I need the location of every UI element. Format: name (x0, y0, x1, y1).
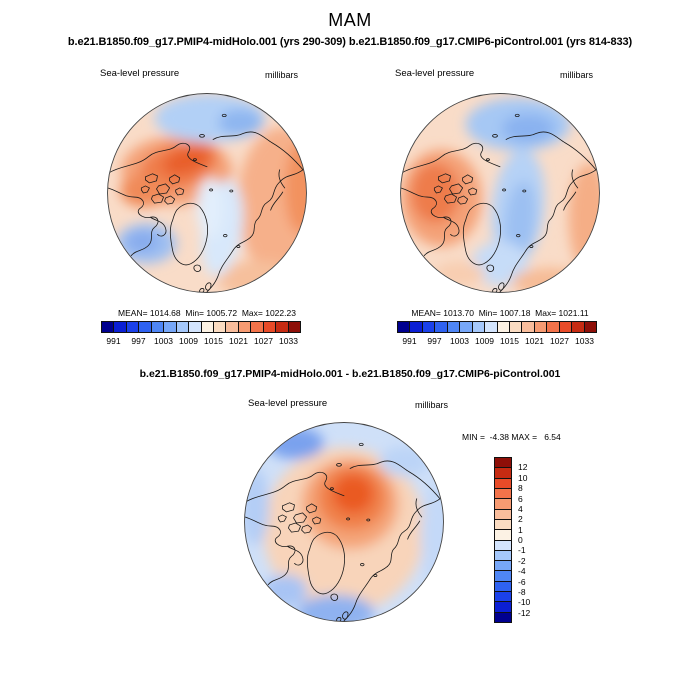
colorbar-cell (495, 529, 511, 539)
field-label-picontrol: Sea-level pressure (395, 68, 475, 79)
diff-title: b.e21.B1850.f09_g17.PMIP4-midHolo.001 - b.e21.B1850.f09_g17.CMIP6-piControl.001 (139, 368, 561, 380)
colorbar-tick-label: -10 (518, 597, 531, 608)
colorbar-cell (263, 322, 275, 332)
colorbar-cell (188, 322, 200, 332)
colorbar-cell (151, 322, 163, 332)
colorbar-tick-label: -2 (518, 555, 526, 566)
colorbar-cell (495, 612, 511, 622)
colorbar-tick-label: 4 (518, 503, 523, 514)
colorbar-tick-label: 1015 (500, 336, 519, 346)
colorbar-cell (495, 467, 511, 477)
colorbar-cell (495, 591, 511, 601)
colorbar-cell (546, 322, 558, 332)
stats-midholo: MEAN= 1014.68 Min= 1005.72 Max= 1022.23 (118, 308, 296, 318)
colorbar-diff (494, 457, 512, 623)
colorbar-tick-label: -1 (518, 545, 526, 556)
colorbar-cell (459, 322, 471, 332)
colorbar-cell (495, 601, 511, 611)
colorbar-tick-label: 997 (427, 336, 442, 346)
colorbar-cell (201, 322, 213, 332)
colorbar-tick-label: 1021 (525, 336, 544, 346)
colorbar-cell (472, 322, 484, 332)
season-title: MAM (328, 10, 372, 30)
colorbar-cell (288, 322, 300, 332)
colorbar-cell (509, 322, 521, 332)
colorbar-cell (434, 322, 446, 332)
minmax-diff: MIN = -4.38 MAX = 6.54 (462, 432, 561, 442)
colorbar-cell (422, 322, 434, 332)
colorbar-cell (102, 322, 113, 332)
stats-picontrol: MEAN= 1013.70 Min= 1007.18 Max= 1021.11 (411, 308, 589, 318)
map-midholo (106, 92, 308, 294)
colorbar-tick-label: -12 (518, 607, 531, 618)
colorbar-tick-label: 2 (518, 514, 523, 525)
colorbar-cell (584, 322, 596, 332)
colorbar-tick-label: 6 (518, 493, 523, 504)
colorbar-tick-label: 1009 (475, 336, 494, 346)
colorbar-cell (495, 498, 511, 508)
colorbar-cell (113, 322, 125, 332)
colorbar-cell (213, 322, 225, 332)
colorbar-tick-label: 1021 (229, 336, 248, 346)
colorbar-cell (495, 550, 511, 560)
colorbar-cell (495, 488, 511, 498)
colorbar-tick-label: 1003 (154, 336, 173, 346)
colorbar-cell (409, 322, 421, 332)
colorbar-tick-label: 10 (518, 472, 528, 483)
colorbar-cell (495, 509, 511, 519)
units-label-midholo: millibars (265, 70, 299, 80)
colorbar-tick-label: 1033 (575, 336, 594, 346)
colorbar-cell (484, 322, 496, 332)
colorbar-cell (447, 322, 459, 332)
colorbar-tick-label: 1003 (450, 336, 469, 346)
units-label-picontrol: millibars (560, 70, 594, 80)
colorbar-cell (275, 322, 287, 332)
colorbar-cell (559, 322, 571, 332)
map-diff (243, 421, 445, 623)
colorbar-cell (571, 322, 583, 332)
colorbar-cell (497, 322, 509, 332)
map-picontrol (399, 92, 601, 294)
colorbar-cell (238, 322, 250, 332)
colorbar-tick-label: 1027 (254, 336, 273, 346)
colorbar-ticks-midholo (101, 336, 301, 346)
colorbar-cell (250, 322, 262, 332)
colorbar-cell (176, 322, 188, 332)
colorbar-tick-label: 8 (518, 483, 523, 494)
colorbar-tick-label: -6 (518, 576, 526, 587)
colorbar-tick-label: -8 (518, 586, 526, 597)
colorbar-tick-label: 1 (518, 524, 523, 535)
colorbar-tick-label: 12 (518, 462, 528, 473)
colorbar-cell (495, 581, 511, 591)
colorbar-midholo (101, 321, 301, 333)
units-label-diff: millibars (415, 400, 449, 410)
case-title-left: b.e21.B1850.f09_g17.PMIP4-midHolo.001 (yrs 290-309) (67, 36, 346, 48)
colorbar-tick-label: 1027 (550, 336, 569, 346)
colorbar-tick-label: 0 (518, 535, 523, 545)
colorbar-tick-label: 997 (131, 336, 146, 346)
colorbar-cell (138, 322, 150, 332)
colorbar-cell (495, 478, 511, 488)
colorbar-tick-label: 991 (402, 336, 417, 346)
case-title-right: b.e21.B1850.f09_g17.CMIP6-piControl.001 (yrs 814-833) (348, 36, 633, 48)
colorbar-tick-label: 1009 (179, 336, 198, 346)
colorbar-cell (126, 322, 138, 332)
field-label-midholo: Sea-level pressure (100, 68, 180, 79)
colorbar-cell (521, 322, 533, 332)
colorbar-cell (495, 458, 511, 467)
colorbar-cell (398, 322, 409, 332)
colorbar-tick-label: 1015 (204, 336, 223, 346)
colorbar-tick-label: 1033 (279, 336, 298, 346)
colorbar-tick-label: 991 (106, 336, 121, 346)
case-titles-line (0, 36, 700, 48)
colorbar-cell (225, 322, 237, 332)
colorbar-cell (495, 540, 511, 550)
colorbar-ticks-picontrol (397, 336, 597, 346)
colorbar-tick-label: -4 (518, 566, 526, 577)
field-label-diff: Sea-level pressure (248, 398, 328, 409)
colorbar-cell (495, 560, 511, 570)
colorbar-cell (495, 519, 511, 529)
colorbar-cell (495, 570, 511, 580)
colorbar-cell (163, 322, 175, 332)
colorbar-picontrol (397, 321, 597, 333)
colorbar-cell (534, 322, 546, 332)
colorbar-ticks-diff (514, 457, 540, 623)
